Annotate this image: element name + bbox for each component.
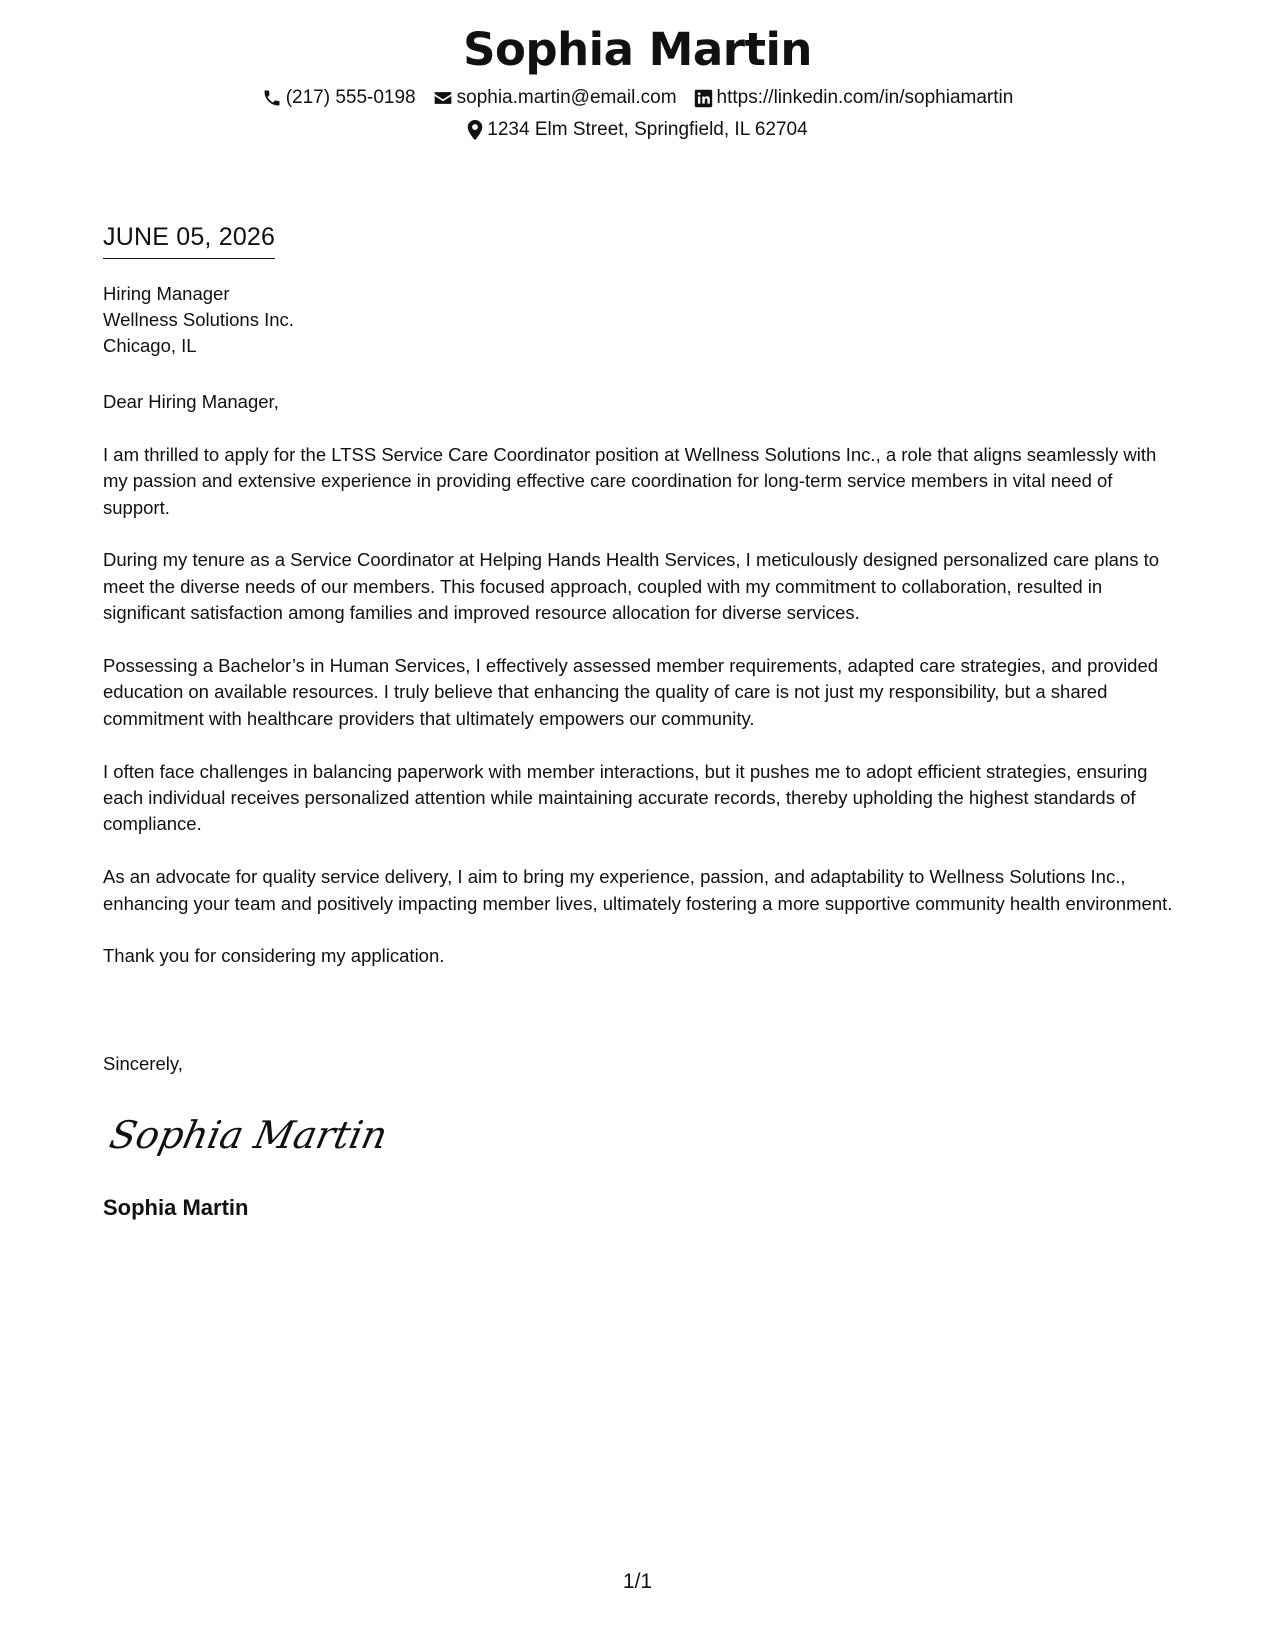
letter-date-block bbox=[103, 220, 275, 259]
contact-address bbox=[467, 116, 807, 144]
contact-phone bbox=[262, 84, 416, 112]
page-number: 1/1 bbox=[622, 1570, 653, 1593]
body-paragraph: Thank you for considering my application. bbox=[103, 945, 445, 967]
recipient-location: Chicago, IL bbox=[103, 335, 197, 356]
recipient-company: Wellness Solutions Inc. bbox=[103, 309, 294, 330]
signature-image-text: Sophia Martin bbox=[105, 1113, 392, 1158]
linkedin-link[interactable]: https://linkedin.com/in/sophiamartin bbox=[716, 87, 1014, 108]
contact-email bbox=[433, 84, 677, 112]
recipient-block bbox=[103, 281, 294, 359]
map-pin-icon bbox=[467, 120, 483, 140]
body-paragraph: During my tenure as a Service Coordinator at Helping Hands Health Services, I meticulously designed personalized care plans to meet the diverse needs of our members. This focused approach, coupled with my commitment to collaboration, resulted in significant satisfaction among families and improved resource allocation for diverse services. bbox=[103, 549, 1160, 624]
body-paragraph: I often face challenges in balancing paperwork with member interactions, but it pushes me to adopt efficient strategies, ensuring each individual receives personalized attention while maintaining accurate records, thereby upholding the highest standards of compliance. bbox=[103, 760, 1148, 835]
phone-icon bbox=[262, 88, 282, 108]
letter-header bbox=[0, 22, 1275, 144]
contact-linkedin bbox=[694, 84, 1014, 112]
body-paragraph: I am thrilled to apply for the LTSS Service Care Coordinator position at Wellness Solutions Inc., a role that aligns seamlessly with my passion and extensive experience in providing effective care coordination for long-term service members in vital need of support. bbox=[103, 443, 1157, 518]
address-text: 1234 Elm Street, Springfield, IL 62704 bbox=[487, 119, 808, 140]
closing: Sincerely, bbox=[103, 1053, 183, 1074]
signer-name: Sophia Martin bbox=[103, 1195, 249, 1220]
phone-number: (217) 555-0198 bbox=[285, 87, 416, 108]
email-link[interactable]: sophia.martin@email.com bbox=[456, 87, 677, 108]
address-row bbox=[0, 116, 1275, 144]
body-paragraph: Possessing a Bachelor’s in Human Services, I effectively assessed member requirements, adapted care strategies, and provided education on available resources. I truly believe that enhancing the quality of care is not just my responsibility, but a shared commitment with healthcare providers that ultimately empowers our community. bbox=[103, 655, 1159, 729]
envelope-icon bbox=[433, 88, 453, 108]
body-paragraph: As an advocate for quality service delivery, I aim to bring my experience, passion, and adaptability to Wellness Solutions Inc., enhancing your team and positively impacting member lives, ultimately fostering a more supportive community health environment. bbox=[103, 866, 1173, 914]
handwritten-signature bbox=[105, 1100, 392, 1175]
contact-row bbox=[0, 84, 1275, 112]
linkedin-icon bbox=[694, 89, 713, 108]
applicant-name: Sophia Martin bbox=[463, 23, 812, 76]
letter-date: JUNE 05, 2026 bbox=[103, 220, 275, 259]
recipient-title: Hiring Manager bbox=[103, 283, 230, 304]
letter-body bbox=[103, 389, 1183, 996]
salutation: Dear Hiring Manager, bbox=[103, 391, 279, 412]
